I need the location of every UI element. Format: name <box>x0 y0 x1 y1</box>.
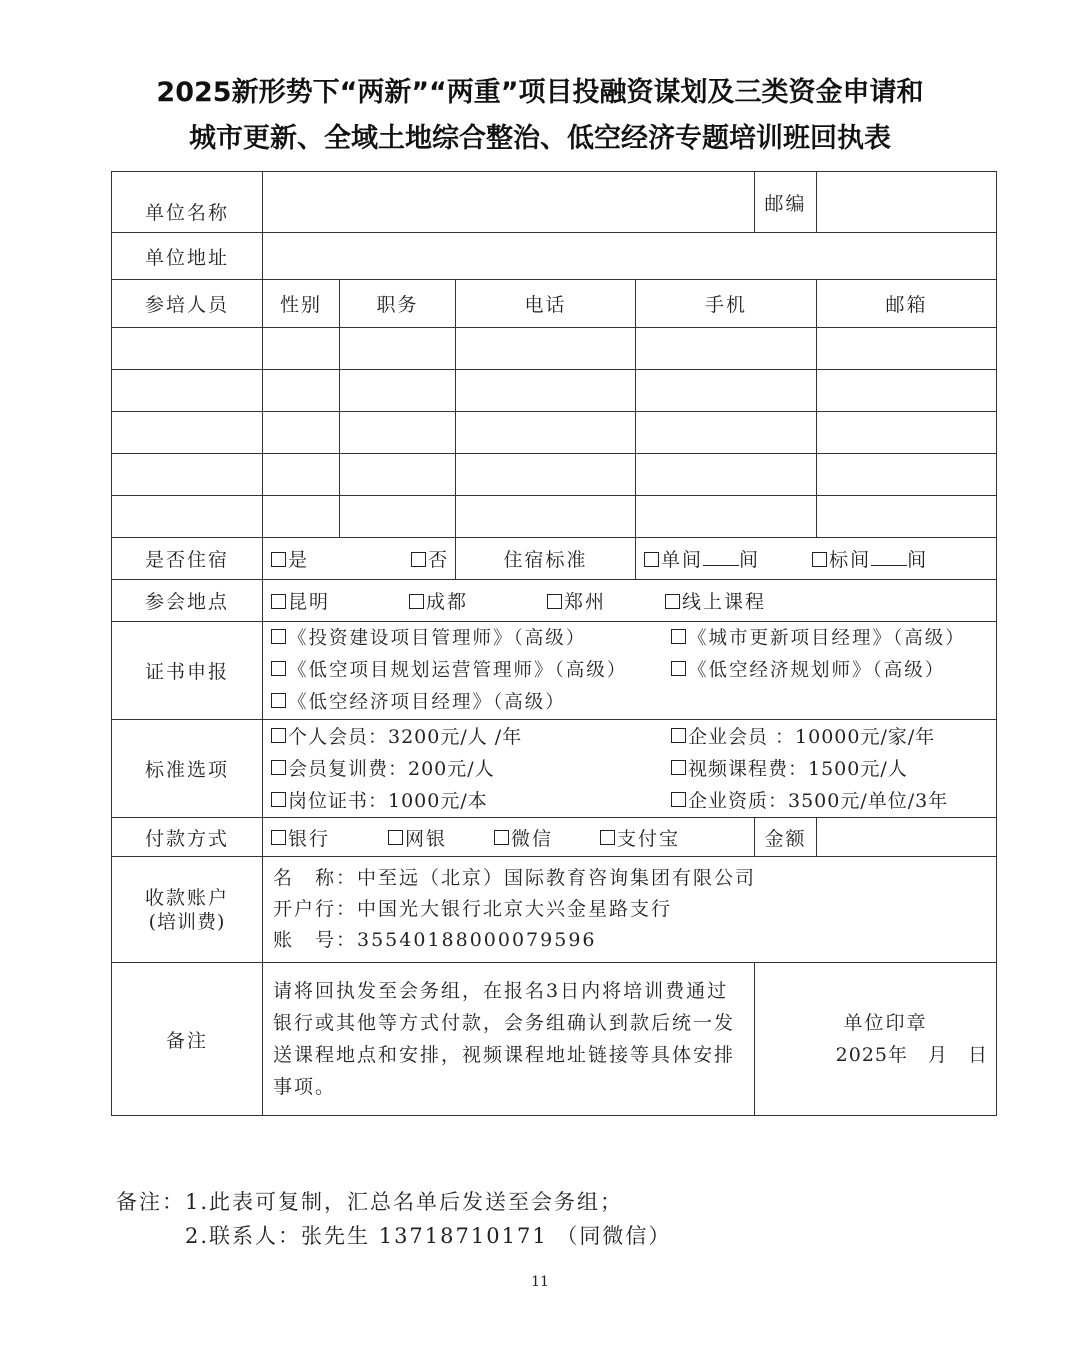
email-cell[interactable] <box>817 328 997 370</box>
certificate-option[interactable] <box>271 623 671 655</box>
mobile-cell[interactable] <box>636 370 817 412</box>
payment-options-cell <box>263 818 755 857</box>
participant-row <box>112 454 997 496</box>
fee-option[interactable] <box>671 721 935 753</box>
single-room-count-blank[interactable] <box>703 549 739 566</box>
payment-label: 付款方式 <box>112 818 263 857</box>
remarks-text: 请将回执发至会务组，在报名3日内将培训费通过银行或其他等方式付款，会务组确认到款后统一发送课程地点和安排，视频课程地址链接等具体安排事项。 <box>263 963 755 1116</box>
checkbox-icon[interactable] <box>812 552 827 567</box>
lodging-standard-label: 住宿标准 <box>456 538 636 580</box>
venue-option[interactable] <box>547 587 665 614</box>
seal-cell <box>755 963 997 1116</box>
certificate-option-text: 《低空项目规划运营管理师》（高级） <box>288 659 628 681</box>
account-label <box>112 857 263 963</box>
standard-options-label: 标准选项 <box>112 720 263 818</box>
venue-option[interactable] <box>409 587 547 614</box>
checkbox-icon[interactable] <box>671 728 686 743</box>
fee-option-text: 岗位证书：1000元/本 <box>288 789 488 812</box>
certificate-option-text: 《低空经济规划师》（高级） <box>688 659 946 681</box>
certificate-option[interactable] <box>271 655 671 687</box>
participant-row <box>112 496 997 538</box>
footnote-line-2: 2.联系人：张先生 13718710171 （同微信） <box>116 1224 672 1248</box>
venue-options-cell <box>263 580 997 622</box>
certificate-option[interactable] <box>671 623 966 655</box>
registration-form-table <box>111 171 997 1116</box>
venue-option-text: 成都 <box>426 591 469 613</box>
checkbox-icon[interactable] <box>271 760 286 775</box>
phone-cell[interactable] <box>456 328 636 370</box>
lodging-no-text: 否 <box>428 549 450 571</box>
gender-cell[interactable] <box>263 412 340 454</box>
venue-option-text: 线上课程 <box>682 591 767 613</box>
venue-option-text: 郑州 <box>564 591 607 613</box>
amount-field[interactable] <box>817 818 997 857</box>
fee-option-text: 会员复训费：200元/人 <box>288 757 495 780</box>
gender-cell[interactable] <box>263 454 340 496</box>
single-room-unit: 间 <box>739 549 761 571</box>
phone-cell[interactable] <box>456 370 636 412</box>
checkbox-icon[interactable] <box>671 629 686 644</box>
certificate-option[interactable] <box>671 655 945 687</box>
checkbox-icon[interactable] <box>671 760 686 775</box>
lodging-row <box>112 538 997 580</box>
payment-option-text: 银行 <box>288 827 331 850</box>
payment-option[interactable] <box>600 824 680 851</box>
email-cell[interactable] <box>817 370 997 412</box>
standard-room-option[interactable] <box>812 545 928 572</box>
postcode-field[interactable] <box>817 172 997 233</box>
participant-row <box>112 412 997 454</box>
payment-option-text: 支付宝 <box>617 827 681 850</box>
participant-header-row <box>112 280 997 328</box>
seal-label: 单位印章 <box>843 1012 928 1034</box>
lodging-no-option[interactable] <box>411 545 449 572</box>
lodging-choice-cell <box>263 538 456 580</box>
checkbox-icon[interactable] <box>409 594 424 609</box>
phone-header: 电话 <box>456 280 636 328</box>
venue-option[interactable] <box>665 587 766 614</box>
standard-room-count-blank[interactable] <box>871 549 907 566</box>
account-name-line: 名 称：中至远（北京）国际教育咨询集团有限公司 <box>273 867 757 889</box>
position-cell[interactable] <box>340 496 456 538</box>
checkbox-icon[interactable] <box>271 552 286 567</box>
single-room-text: 单间 <box>661 549 704 571</box>
single-room-option[interactable] <box>644 545 760 572</box>
gender-cell[interactable] <box>263 370 340 412</box>
checkbox-icon[interactable] <box>671 661 686 676</box>
fee-option-text: 个人会员：3200元/人 /年 <box>288 725 523 748</box>
org-name-label: 单位名称 <box>112 172 263 233</box>
account-bank-line: 开户行：中国光大银行北京大兴金星路支行 <box>273 898 673 920</box>
checkbox-icon[interactable] <box>494 830 509 845</box>
email-cell[interactable] <box>817 454 997 496</box>
position-header: 职务 <box>340 280 456 328</box>
participant-header: 参培人员 <box>112 280 263 328</box>
phone-cell[interactable] <box>456 496 636 538</box>
lodging-label: 是否住宿 <box>112 538 263 580</box>
fee-option-text: 视频课程费：1500元/人 <box>688 757 908 780</box>
certificate-label: 证书申报 <box>112 622 263 720</box>
certificate-option-text: 《低空经济项目经理》（高级） <box>288 691 566 713</box>
lodging-standard-cell <box>636 538 997 580</box>
position-cell[interactable] <box>340 328 456 370</box>
fee-option-text: 企业资质：3500元/单位/3年 <box>688 789 949 812</box>
org-name-row <box>112 172 997 233</box>
certificate-option-text: 《投资建设项目管理师》（高级） <box>288 627 587 649</box>
fee-option[interactable] <box>271 785 671 817</box>
position-cell[interactable] <box>340 454 456 496</box>
email-cell[interactable] <box>817 496 997 538</box>
account-details-cell <box>263 857 997 963</box>
fee-option[interactable] <box>271 753 671 785</box>
account-number-line: 账 号：35540188000079596 <box>273 929 597 951</box>
fee-option[interactable] <box>671 753 908 785</box>
position-cell[interactable] <box>340 412 456 454</box>
venue-row <box>112 580 997 622</box>
fee-option[interactable] <box>671 785 948 817</box>
venue-label: 参会地点 <box>112 580 263 622</box>
fee-option-text: 企业会员 ：10000元/家/年 <box>688 725 936 748</box>
venue-option-text: 昆明 <box>288 591 331 613</box>
lodging-yes-option[interactable] <box>271 545 309 572</box>
postcode-label: 邮编 <box>755 172 817 233</box>
payment-option[interactable] <box>388 824 494 851</box>
venue-option[interactable] <box>271 587 409 614</box>
mobile-cell[interactable] <box>636 496 817 538</box>
checkbox-icon[interactable] <box>388 830 403 845</box>
checkbox-icon[interactable] <box>411 552 426 567</box>
form-title-line-1: 2025新形势下“两新”“两重”项目投融资谋划及三类资金申请和 <box>156 77 924 108</box>
position-cell[interactable] <box>340 370 456 412</box>
account-label-line-1: 收款账户 <box>144 886 229 909</box>
checkbox-icon[interactable] <box>271 629 286 644</box>
checkbox-icon[interactable] <box>665 594 680 609</box>
payment-option-text: 网银 <box>405 827 448 850</box>
participant-name-cell[interactable] <box>112 328 263 370</box>
checkbox-icon[interactable] <box>644 552 659 567</box>
fee-option[interactable] <box>271 721 671 753</box>
remarks-label: 备注 <box>112 963 263 1116</box>
page-number: 11 <box>531 1274 549 1290</box>
payment-option[interactable] <box>271 824 388 851</box>
participant-name-cell[interactable] <box>112 370 263 412</box>
email-cell[interactable] <box>817 412 997 454</box>
checkbox-icon[interactable] <box>600 830 615 845</box>
email-header: 邮箱 <box>817 280 997 328</box>
participant-row <box>112 370 997 412</box>
payment-option-text: 微信 <box>511 827 554 850</box>
org-address-row <box>112 233 997 280</box>
participant-name-cell[interactable] <box>112 496 263 538</box>
payment-row <box>112 818 997 857</box>
checkbox-icon[interactable] <box>271 830 286 845</box>
account-label-line-2: (培训费) <box>148 910 226 933</box>
seal-date: 2025年 月 日 <box>835 1044 988 1066</box>
standard-room-unit: 间 <box>907 549 929 571</box>
checkbox-icon[interactable] <box>271 661 286 676</box>
form-title-line-2: 城市更新、全域土地综合整治、低空经济专题培训班回执表 <box>189 123 891 154</box>
account-row <box>112 857 997 963</box>
participant-row <box>112 328 997 370</box>
certificate-row <box>112 622 997 720</box>
certificate-option[interactable] <box>271 687 566 719</box>
amount-label: 金额 <box>755 818 817 857</box>
mobile-header: 手机 <box>636 280 817 328</box>
standard-options-row <box>112 720 997 818</box>
checkbox-icon[interactable] <box>271 693 286 708</box>
checkbox-icon[interactable] <box>271 728 286 743</box>
mobile-cell[interactable] <box>636 454 817 496</box>
gender-cell[interactable] <box>263 328 340 370</box>
org-name-field[interactable] <box>263 172 755 233</box>
phone-cell[interactable] <box>456 454 636 496</box>
certificate-options-cell <box>263 622 997 720</box>
lodging-yes-text: 是 <box>288 549 310 571</box>
remarks-row <box>112 963 997 1116</box>
checkbox-icon[interactable] <box>547 594 562 609</box>
payment-option[interactable] <box>494 824 600 851</box>
gender-cell[interactable] <box>263 496 340 538</box>
certificate-option-text: 《城市更新项目经理》（高级） <box>688 627 966 649</box>
standard-options-cell <box>263 720 997 818</box>
participant-name-cell[interactable] <box>112 454 263 496</box>
gender-header: 性别 <box>263 280 340 328</box>
mobile-cell[interactable] <box>636 328 817 370</box>
mobile-cell[interactable] <box>636 412 817 454</box>
org-address-label: 单位地址 <box>112 233 263 280</box>
org-address-field[interactable] <box>263 233 997 280</box>
checkbox-icon[interactable] <box>271 792 286 807</box>
standard-room-text: 标间 <box>829 549 872 571</box>
checkbox-icon[interactable] <box>271 594 286 609</box>
participant-name-cell[interactable] <box>112 412 263 454</box>
checkbox-icon[interactable] <box>671 792 686 807</box>
footnote-line-1: 备注：1.此表可复制，汇总名单后发送至会务组； <box>116 1190 624 1214</box>
phone-cell[interactable] <box>456 412 636 454</box>
